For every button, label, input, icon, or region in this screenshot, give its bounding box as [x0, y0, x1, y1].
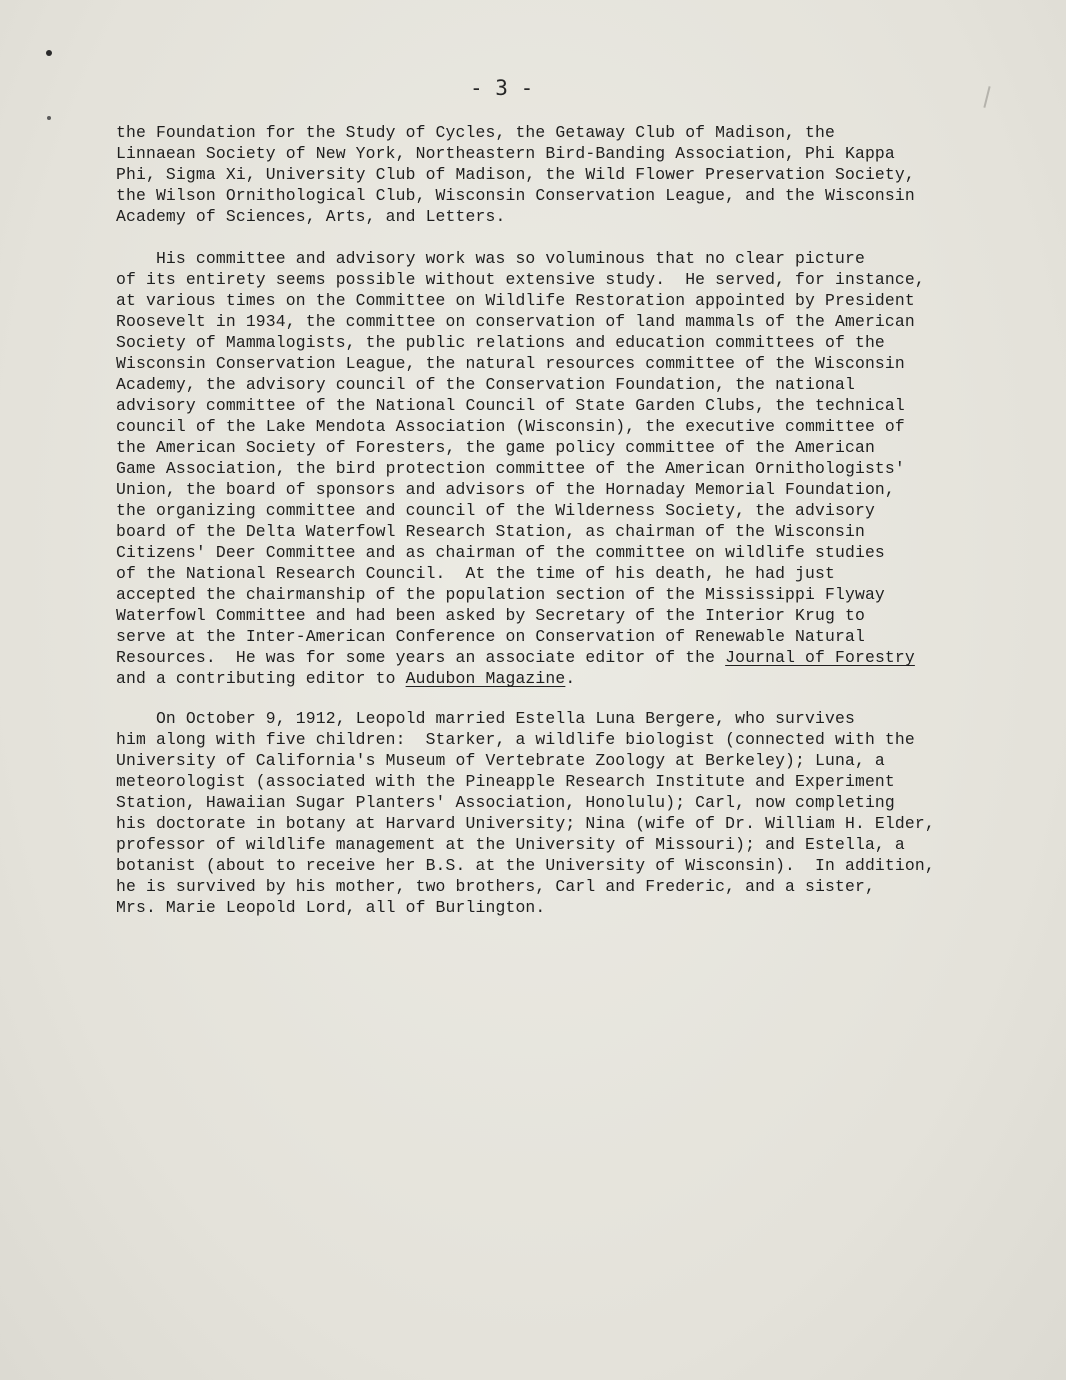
text-line: Game Association, the bird protection committee of the American Ornithologists': [116, 459, 905, 478]
text-line: at various times on the Committee on Wildlife Restoration appointed by President: [116, 291, 915, 310]
text-line: professor of wildlife management at the University of Missouri); and Estella, a: [116, 835, 905, 854]
punch-hole-mark: [46, 50, 52, 56]
text-line-suffix: .: [565, 669, 576, 688]
text-line: Station, Hawaiian Sugar Planters' Association, Honolulu); Carl, now completing: [116, 793, 895, 812]
page-number: - 3 -: [470, 76, 534, 100]
text-line: Citizens' Deer Committee and as chairman of the committee on wildlife studies: [116, 543, 885, 562]
text-line: On October 9, 1912, Leopold married Estella Luna Bergere, who survives: [116, 709, 855, 728]
text-line: Union, the board of sponsors and advisors of the Hornaday Memorial Foundation,: [116, 480, 895, 499]
text-line-prefix: Resources. He was for some years an associate editor of the: [116, 648, 726, 667]
text-line: Linnaean Society of New York, Northeastern Bird-Banding Association, Phi Kappa: [116, 144, 895, 163]
text-line: Roosevelt in 1934, the committee on conservation of land mammals of the American: [116, 312, 915, 331]
text-line: advisory committee of the National Council of State Garden Clubs, the technical: [116, 396, 905, 415]
text-line: botanist (about to receive her B.S. at the University of Wisconsin). In addition,: [116, 856, 935, 875]
text-line: board of the Delta Waterfowl Research Station, as chairman of the Wisconsin: [116, 522, 865, 541]
text-line: his doctorate in botany at Harvard University; Nina (wife of Dr. William H. Elder,: [116, 814, 935, 833]
text-line: accepted the chairmanship of the population section of the Mississippi Flyway: [116, 585, 885, 604]
paragraph-memberships: [116, 122, 996, 227]
text-line: His committee and advisory work was so voluminous that no clear picture: [116, 249, 865, 268]
punch-hole-mark: [47, 116, 51, 120]
text-line: the Foundation for the Study of Cycles, the Getaway Club of Madison, the: [116, 123, 835, 142]
text-line: University of California's Museum of Vertebrate Zoology at Berkeley); Luna, a: [116, 751, 885, 770]
paper-edge-mark: [983, 86, 990, 108]
text-line: council of the Lake Mendota Association (Wisconsin), the executive committee of: [116, 417, 905, 436]
text-line-editor: [116, 668, 996, 689]
paragraph-committee-work: [116, 248, 996, 689]
text-line: of the National Research Council. At the time of his death, he had just: [116, 564, 835, 583]
text-line-editor: [116, 647, 996, 668]
text-line: the American Society of Foresters, the game policy committee of the American: [116, 438, 875, 457]
text-line: he is survived by his mother, two brothers, Carl and Frederic, and a sister,: [116, 877, 875, 896]
paragraph-family: [116, 708, 996, 918]
text-line: him along with five children: Starker, a wildlife biologist (connected with the: [116, 730, 915, 749]
text-line: of its entirety seems possible without extensive study. He served, for instance,: [116, 270, 925, 289]
text-line: Society of Mammalogists, the public relations and education committees of the: [116, 333, 885, 352]
magazine-title: Audubon Magazine: [405, 669, 566, 688]
text-line: Academy of Sciences, Arts, and Letters.: [116, 207, 506, 226]
journal-title: Journal of Forestry: [725, 648, 915, 667]
text-line: serve at the Inter-American Conference on Conservation of Renewable Natural: [116, 627, 865, 646]
text-line-prefix: and a contributing editor to: [116, 669, 406, 688]
text-line: Waterfowl Committee and had been asked by Secretary of the Interior Krug to: [116, 606, 865, 625]
text-line: the organizing committee and council of the Wilderness Society, the advisory: [116, 501, 875, 520]
text-line: Academy, the advisory council of the Conservation Foundation, the national: [116, 375, 855, 394]
text-line: Mrs. Marie Leopold Lord, all of Burlington.: [116, 898, 546, 917]
text-line: meteorologist (associated with the Pineapple Research Institute and Experiment: [116, 772, 895, 791]
text-line: Wisconsin Conservation League, the natural resources committee of the Wisconsin: [116, 354, 905, 373]
text-line: Phi, Sigma Xi, University Club of Madison, the Wild Flower Preservation Society,: [116, 165, 915, 184]
text-line: the Wilson Ornithological Club, Wisconsin Conservation League, and the Wisconsin: [116, 186, 915, 205]
